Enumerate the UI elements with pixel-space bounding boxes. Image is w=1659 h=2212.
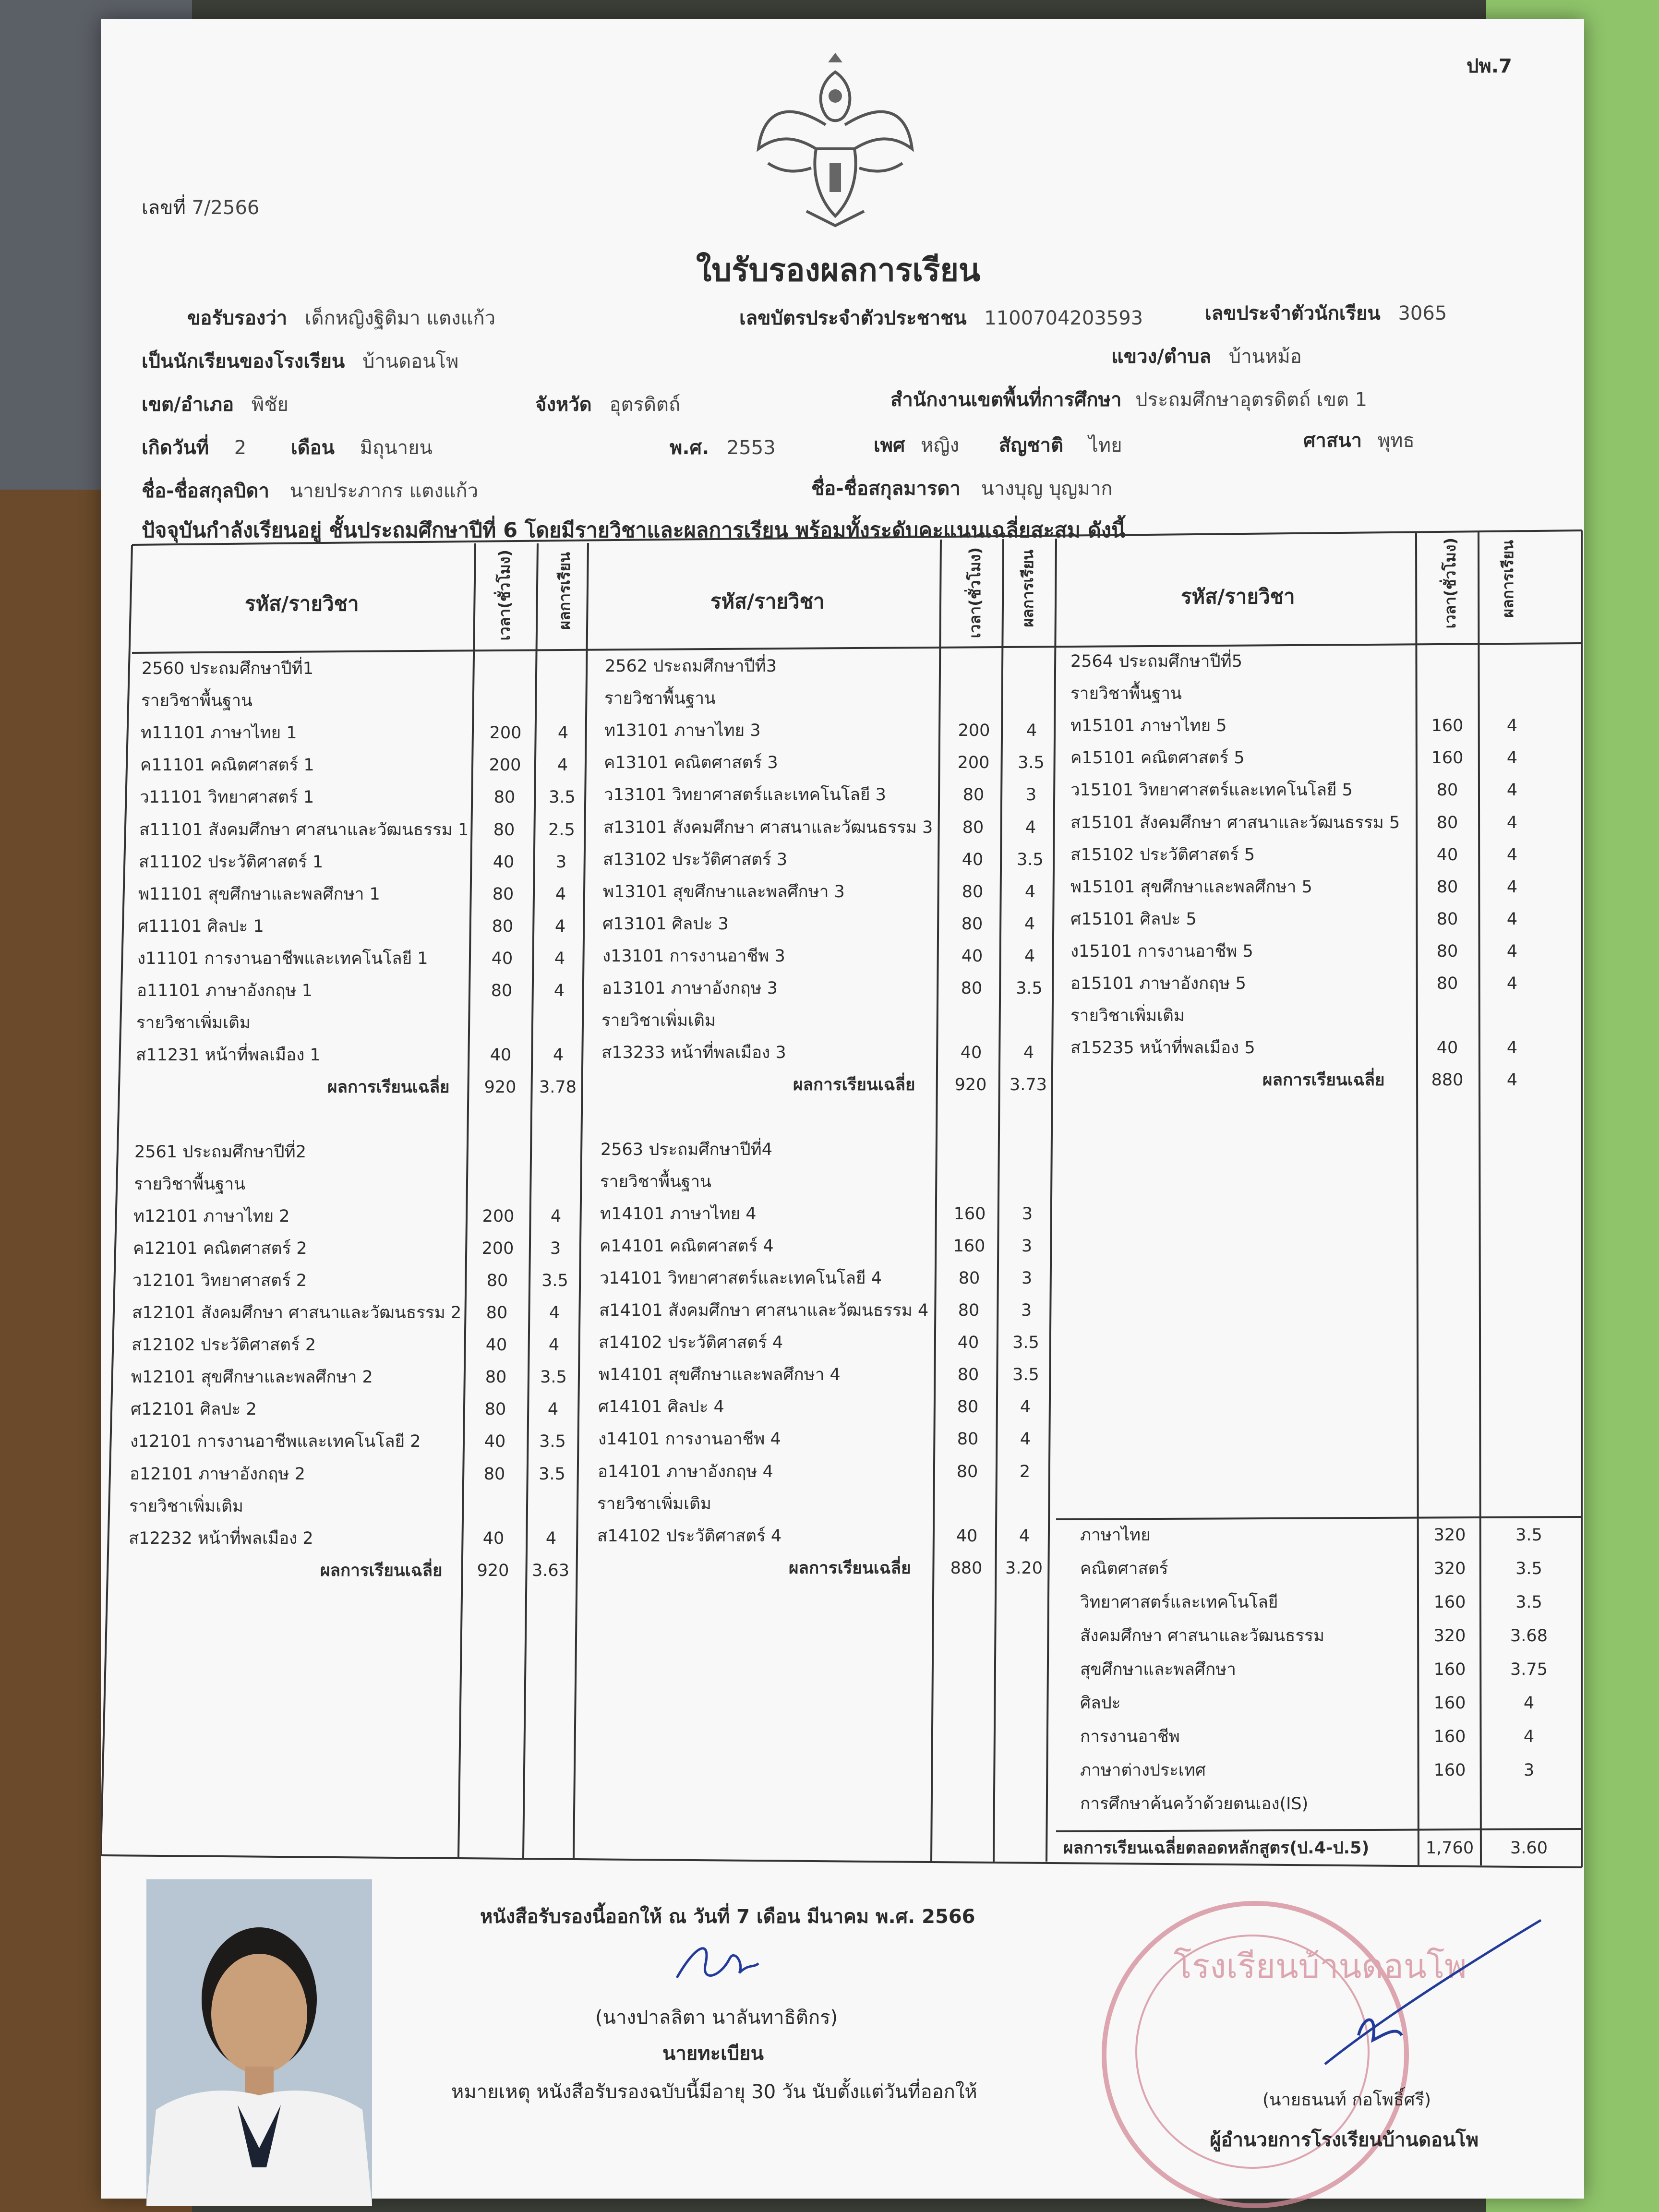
- province-label: จังหวัด: [535, 394, 592, 416]
- subject-name: ส13101 สังคมศึกษา ศาสนาและวัฒนธรรม 3: [603, 817, 933, 837]
- hours-value: 160: [953, 1204, 986, 1224]
- subject-name: ส14102 ประวัติศาสตร์ 4: [599, 1333, 783, 1353]
- hours-value: 200: [957, 753, 990, 773]
- seal-text: โรงเรียนบ้านดอนโพ: [1174, 1947, 1467, 1986]
- header-grade-1: ผลการเรียน: [555, 552, 574, 630]
- director-name: (นายธนนท์ กอโพธิ์ศรี): [1262, 2090, 1431, 2110]
- average-label: ผลการเรียนเฉลี่ย: [1262, 1070, 1385, 1090]
- subject-name: อ14101 ภาษาอังกฤษ 4: [598, 1462, 773, 1481]
- grade-value: 3: [1021, 1268, 1033, 1288]
- grade-value: 4: [1506, 909, 1518, 929]
- subject-name: ศ12101 ศิลปะ 2: [131, 1400, 257, 1419]
- hours-value: 80: [493, 820, 515, 840]
- grade-value: 4: [1020, 1430, 1031, 1449]
- subject-name: พ14101 สุขศึกษาและพลศึกษา 4: [599, 1365, 841, 1385]
- hours-value: 80: [1436, 813, 1458, 832]
- grade-value: 4: [547, 1400, 559, 1419]
- grade-value: 4: [1024, 882, 1036, 902]
- subject-name: ศ14101 ศิลปะ 4: [598, 1397, 724, 1417]
- grade-value: 4: [1506, 781, 1518, 800]
- religion: พุทธ: [1377, 430, 1415, 452]
- grade-value: 4: [550, 1206, 562, 1226]
- grade-value: 4: [557, 723, 569, 743]
- grade-value: 4: [1019, 1526, 1030, 1546]
- citizen-id-label: เลขบัตรประจำตัวประชาชน: [739, 307, 967, 329]
- hours-value: 80: [492, 916, 514, 936]
- hours-value: 160: [1433, 1593, 1466, 1612]
- grade-value: 3: [550, 1238, 561, 1258]
- hours-value: 40: [1436, 845, 1458, 865]
- hours-value: 80: [493, 788, 516, 807]
- grade-value: 4: [553, 981, 565, 1000]
- subject-name: ส11231 หน้าที่พลเมือง 1: [136, 1046, 321, 1065]
- grade-value: 3.5: [540, 1368, 567, 1387]
- hours-value: 80: [1436, 909, 1458, 929]
- hours-value: 320: [1433, 1626, 1466, 1646]
- grade-value: 4: [1020, 1397, 1031, 1417]
- grade-value: 4: [545, 1528, 557, 1548]
- edu-area: ประถมศึกษาอุตรดิตถ์ เขต 1: [1135, 389, 1368, 411]
- subject-name: พ15101 สุขศึกษาและพลศึกษา 5: [1070, 877, 1312, 897]
- grade-value: 3.5: [539, 1432, 566, 1452]
- subject-name: รายวิชาเพิ่มเติม: [601, 1011, 716, 1031]
- director-title: ผู้อำนวยการโรงเรียนบ้านดอนโพ: [1210, 2129, 1479, 2151]
- hours-value: 80: [962, 882, 984, 902]
- hours-value: 920: [484, 1078, 517, 1097]
- grade-value: 3.5: [1515, 1593, 1542, 1612]
- subject-name: ส11102 ประวัติศาสตร์ 1: [139, 852, 324, 872]
- father-name: นายประภากร แตงแก้ว: [289, 480, 479, 502]
- grade-value: 3.5: [1016, 979, 1043, 998]
- hours-value: 80: [1436, 974, 1458, 993]
- hours-value: 200: [489, 756, 521, 775]
- grade-value: 2: [1019, 1462, 1031, 1481]
- hours-value: 80: [491, 981, 513, 1000]
- subject-name: 2560 ประถมศึกษาปีที่1: [142, 659, 313, 678]
- grade-value: 4: [1024, 914, 1035, 934]
- mother-label: ชื่อ-ชื่อสกุลมารดา: [811, 478, 961, 500]
- religion-label: ศาสนา: [1303, 430, 1362, 452]
- birth-month: มิถุนายน: [360, 437, 433, 459]
- grade-value: 4: [554, 916, 566, 936]
- hours-value: 160: [1433, 1660, 1466, 1679]
- subject-name: สุขศึกษาและพลศึกษา: [1080, 1660, 1236, 1679]
- subject-name: ว13101 วิทยาศาสตร์และเทคโนโลยี 3: [604, 785, 886, 805]
- overall-label: ผลการเรียนเฉลี่ยตลอดหลักสูตร(ป.4-ป.5): [1063, 1839, 1370, 1858]
- birth-year: 2553: [726, 437, 776, 459]
- grade-value: 4: [548, 1335, 560, 1355]
- grade-value: 3.5: [549, 788, 576, 807]
- subject-name: อ13101 ภาษาอังกฤษ 3: [602, 979, 778, 998]
- subject-name: ส14101 สังคมศึกษา ศาสนาและวัฒนธรรม 4: [599, 1301, 929, 1320]
- average-label: ผลการเรียนเฉลี่ย: [320, 1561, 443, 1580]
- subject-name: 2564 ประถมศึกษาปีที่5: [1070, 652, 1242, 671]
- subject-name: ง14101 การงานอาชีพ 4: [598, 1430, 781, 1449]
- hours-value: 80: [486, 1271, 508, 1290]
- header-subject-3: รหัส/รายวิชา: [1181, 585, 1295, 608]
- student-id-label: เลขประจำตัวนักเรียน: [1205, 302, 1381, 325]
- validity-note: หมายเหตุ หนังสือรับรองฉบับนี้มีอายุ 30 วัน นับตั้งแต่วันที่ออกให้: [451, 2081, 977, 2103]
- subject-name: ค12101 คณิตศาสตร์ 2: [133, 1238, 307, 1258]
- subject-name: ส14102 ประวัติศาสตร์ 4: [597, 1526, 782, 1546]
- hours-value: 160: [1433, 1694, 1466, 1713]
- hours-value: 200: [482, 1206, 515, 1226]
- hours-value: 80: [962, 817, 984, 837]
- hours-value: 40: [491, 949, 513, 968]
- registrar-title: นายทะเบียน: [662, 2043, 764, 2065]
- nationality-label: สัญชาติ: [998, 434, 1063, 457]
- grade-value: 4: [1506, 877, 1518, 897]
- grade-value: 3.75: [1510, 1660, 1548, 1679]
- grade-value: 4: [1024, 946, 1035, 966]
- hours-value: 200: [958, 721, 990, 741]
- header-grade-2: ผลการเรียน: [1019, 550, 1037, 627]
- grade-value: 3: [1021, 1301, 1032, 1320]
- grade-value: 3.5: [1018, 753, 1045, 773]
- hours-value: 80: [956, 1462, 978, 1481]
- subject-name: รายวิชาพื้นฐาน: [600, 1172, 711, 1191]
- grade-value: 3.20: [1005, 1558, 1043, 1578]
- grade-value: 4: [1025, 817, 1036, 837]
- mother-name: นางบุญ บุญมาก: [981, 478, 1113, 500]
- header-hours-2: เวลา(ชั่วโมง): [966, 547, 984, 638]
- grade-value: 3.63: [532, 1561, 569, 1580]
- subject-name: ศิลปะ: [1080, 1694, 1121, 1713]
- subject-name: ว14101 วิทยาศาสตร์และเทคโนโลยี 4: [600, 1268, 882, 1288]
- grade-value: 4: [1523, 1694, 1535, 1713]
- header-subject-1: รหัส/รายวิชา: [245, 592, 359, 615]
- school-name: บ้านดอนโพ: [362, 350, 459, 373]
- grade-value: 3: [1021, 1236, 1033, 1256]
- hours-value: 40: [960, 1043, 982, 1063]
- hours-value: 80: [483, 1464, 505, 1484]
- subject-name: ว15101 วิทยาศาสตร์และเทคโนโลยี 5: [1070, 781, 1353, 800]
- subject-name: ส12102 ประวัติศาสตร์ 2: [132, 1335, 316, 1355]
- subject-name: พ11101 สุขศึกษาและพลศึกษา 1: [138, 884, 380, 904]
- grade-value: 4: [555, 884, 566, 904]
- subject-name: รายวิชาเพิ่มเติม: [136, 1013, 251, 1033]
- subject-name: การงานอาชีพ: [1080, 1727, 1180, 1746]
- subject-name: ส13102 ประวัติศาสตร์ 3: [603, 850, 788, 869]
- hours-value: 160: [1433, 1761, 1466, 1780]
- average-label: ผลการเรียนเฉลี่ย: [327, 1078, 450, 1097]
- certificate-sheet: [101, 19, 1584, 2199]
- edu-area-label: สำนักงานเขตพื้นที่การศึกษา: [890, 389, 1122, 411]
- subject-name: ศ11101 ศิลปะ 1: [138, 916, 264, 936]
- hours-value: 40: [484, 1432, 506, 1452]
- subject-name: ส13233 หน้าที่พลเมือง 3: [601, 1043, 786, 1063]
- hours-value: 80: [961, 914, 983, 934]
- grade-value: 3.5: [1012, 1365, 1039, 1385]
- nationality: ไทย: [1088, 434, 1122, 457]
- hours-value: 920: [954, 1075, 987, 1095]
- hours-value: 80: [1436, 877, 1458, 897]
- subject-name: ศ13101 ศิลปะ 3: [602, 914, 729, 934]
- subject-name: รายวิชาพื้นฐาน: [1070, 684, 1182, 704]
- doc-number: 7/2566: [192, 197, 260, 219]
- grade-value: 4: [1026, 721, 1037, 741]
- overall-hours: 1,760: [1425, 1839, 1474, 1858]
- hours-value: 80: [958, 1301, 980, 1320]
- subject-name: อ15101 ภาษาอังกฤษ 5: [1070, 974, 1246, 993]
- grade-value: 4: [1506, 716, 1518, 736]
- grade-value: 4: [1523, 1727, 1535, 1746]
- student-id: 3065: [1398, 302, 1447, 325]
- grade-value: 4: [1023, 1043, 1034, 1063]
- hours-value: 80: [492, 884, 514, 904]
- citizen-id: 1100704203593: [984, 307, 1143, 329]
- hours-value: 160: [1431, 748, 1464, 768]
- grade-value: 3.68: [1510, 1626, 1548, 1646]
- hours-value: 80: [961, 979, 983, 998]
- hours-value: 80: [1436, 941, 1458, 961]
- birth-month-label: เดือน: [290, 437, 335, 459]
- subject-name: 2563 ประถมศึกษาปีที่4: [601, 1140, 772, 1159]
- subject-name: 2562 ประถมศึกษาปีที่3: [605, 657, 777, 676]
- father-label: ชื่อ-ชื่อสกุลบิดา: [142, 480, 269, 502]
- district-label: เขต/อำเภอ: [142, 394, 234, 416]
- subject-name: ภาษาไทย: [1080, 1526, 1151, 1545]
- header-hours-3: เวลา(ชั่วโมง): [1441, 538, 1459, 629]
- subject-name: ส11101 สังคมศึกษา ศาสนาและวัฒนธรรม 1: [139, 820, 469, 840]
- subject-name: ง15101 การงานอาชีพ 5: [1070, 941, 1253, 961]
- hours-value: 320: [1433, 1526, 1466, 1545]
- grade-value: 4: [1506, 1038, 1518, 1058]
- subject-name: รายวิชาเพิ่มเติม: [1070, 1006, 1185, 1026]
- grade-value: 3.5: [541, 1271, 568, 1290]
- grade-value: 3.73: [1010, 1075, 1047, 1095]
- document-title: ใบรับรองผลการเรียน: [696, 252, 981, 289]
- subject-name: ส15101 สังคมศึกษา ศาสนาและวัฒนธรรม 5: [1070, 813, 1400, 832]
- grade-value: 4: [549, 1303, 560, 1322]
- subject-name: อ12101 ภาษาอังกฤษ 2: [130, 1464, 305, 1484]
- school-label: เป็นนักเรียนของโรงเรียน: [142, 350, 345, 373]
- hours-value: 80: [957, 1430, 979, 1449]
- subject-name: ท11101 ภาษาไทย 1: [141, 723, 297, 743]
- subject-name: ง12101 การงานอาชีพและเทคโนโลยี 2: [130, 1432, 421, 1452]
- subject-name: พ13101 สุขศึกษาและพลศึกษา 3: [603, 882, 845, 902]
- hours-value: 80: [486, 1303, 508, 1322]
- header-grade-3: ผลการเรียน: [1499, 540, 1517, 618]
- hours-value: 80: [957, 1365, 979, 1385]
- subject-name: พ12101 สุขศึกษาและพลศึกษา 2: [131, 1368, 373, 1387]
- subject-name: คณิตศาสตร์: [1080, 1559, 1168, 1578]
- district: พิชัย: [251, 394, 289, 416]
- average-label: ผลการเรียนเฉลี่ย: [793, 1075, 915, 1095]
- average-label: ผลการเรียนเฉลี่ย: [789, 1558, 911, 1578]
- hours-value: 40: [490, 1046, 512, 1065]
- subject-name: ค15101 คณิตศาสตร์ 5: [1070, 748, 1245, 768]
- doc-number-label: เลขที่: [142, 197, 186, 219]
- subject-name: ท14101 ภาษาไทย 4: [600, 1204, 757, 1224]
- current-study-statement: ปัจจุบันกำลังเรียนอยู่ ชั้นประถมศึกษาปีที่ 6 โดยมีรายวิชาและผลการเรียน พร้อมทั้งระดับคะแนนเฉลี่ยสะสม ดังนี้: [142, 518, 1126, 542]
- subject-name: ว12101 วิทยาศาสตร์ 2: [132, 1271, 307, 1290]
- birth-day: 2: [234, 437, 247, 459]
- grade-value: 3.5: [1515, 1526, 1542, 1545]
- grade-value: 3: [1022, 1204, 1033, 1224]
- hours-value: 40: [493, 852, 515, 872]
- subject-name: ง11101 การงานอาชีพและเทคโนโลยี 1: [137, 949, 428, 968]
- grade-value: 3: [555, 852, 567, 872]
- subject-name: ศ15101 ศิลปะ 5: [1070, 909, 1197, 929]
- hours-value: 80: [962, 785, 985, 805]
- grade-value: 4: [553, 1046, 564, 1065]
- subject-name: ท12101 ภาษาไทย 2: [133, 1206, 290, 1226]
- hours-value: 80: [958, 1268, 980, 1288]
- hours-value: 80: [957, 1397, 979, 1417]
- grade-value: 3.5: [1515, 1559, 1542, 1578]
- subject-name: ส15235 หน้าที่พลเมือง 5: [1070, 1038, 1255, 1058]
- hours-value: 40: [485, 1335, 507, 1355]
- grade-value: 3.78: [539, 1078, 577, 1097]
- subject-name: ว11101 วิทยาศาสตร์ 1: [140, 788, 314, 807]
- province: อุตรดิตถ์: [609, 394, 681, 416]
- grade-value: 3: [1523, 1761, 1535, 1780]
- hours-value: 160: [1431, 716, 1464, 736]
- hours-value: 40: [957, 1333, 979, 1353]
- registrar-name: (นางปาลลิตา นาลันทาธิติกร): [595, 2007, 838, 2029]
- subject-name: ง13101 การงานอาชีพ 3: [602, 946, 785, 966]
- hours-value: 200: [481, 1238, 514, 1258]
- registrar-signature: [667, 1935, 763, 1992]
- hours-value: 920: [477, 1561, 509, 1580]
- subject-name: ส12101 สังคมศึกษา ศาสนาและวัฒนธรรม 2: [132, 1303, 462, 1322]
- grade-value: 4: [1506, 1070, 1518, 1090]
- doc-code: ปพ.7: [1467, 55, 1512, 77]
- subject-name: การศึกษาค้นคว้าด้วยตนเอง(IS): [1080, 1794, 1309, 1814]
- hours-value: 40: [482, 1528, 505, 1548]
- student-name: เด็กหญิงฐิติมา แตงแก้ว: [304, 307, 496, 329]
- hours-value: 80: [1436, 781, 1458, 800]
- hours-value: 160: [1433, 1727, 1466, 1746]
- grade-value: 4: [1506, 813, 1518, 832]
- issue-statement: หนังสือรับรองนี้ออกให้ ณ วันที่ 7 เดือน มีนาคม พ.ศ. 2566: [480, 1906, 975, 1928]
- subject-name: ส15102 ประวัติศาสตร์ 5: [1070, 845, 1255, 865]
- hours-value: 200: [489, 723, 522, 743]
- hours-value: 160: [953, 1236, 986, 1256]
- grade-value: 4: [1506, 974, 1518, 993]
- subject-name: รายวิชาเพิ่มเติม: [129, 1496, 243, 1516]
- subject-name: ท15101 ภาษาไทย 5: [1070, 716, 1227, 736]
- sex-label: เพศ: [874, 434, 905, 457]
- subject-name: 2561 ประถมศึกษาปีที่2: [134, 1142, 306, 1162]
- grade-value: 4: [557, 756, 568, 775]
- hours-value: 80: [485, 1368, 507, 1387]
- student-photo: [146, 1879, 372, 2206]
- header-hours-1: เวลา(ชั่วโมง): [495, 550, 514, 641]
- grade-value: 3.5: [1012, 1333, 1039, 1353]
- hours-value: 40: [1436, 1038, 1458, 1058]
- subdistrict: บ้านหม้อ: [1228, 346, 1302, 368]
- birth-year-label: พ.ศ.: [670, 437, 709, 459]
- subject-name: ท13101 ภาษาไทย 3: [604, 721, 761, 741]
- grade-value: 2.5: [548, 820, 575, 840]
- hours-value: 80: [484, 1400, 506, 1419]
- subject-name: วิทยาศาสตร์และเทคโนโลยี: [1080, 1593, 1278, 1612]
- subject-name: รายวิชาเพิ่มเติม: [597, 1494, 711, 1514]
- grade-value: 4: [1506, 845, 1518, 865]
- grade-value: 3.5: [1017, 850, 1044, 869]
- grade-value: 4: [1506, 941, 1518, 961]
- subject-name: อ11101 ภาษาอังกฤษ 1: [137, 981, 313, 1000]
- subject-name: ส12232 หน้าที่พลเมือง 2: [129, 1528, 313, 1548]
- subject-name: รายวิชาพื้นฐาน: [141, 691, 252, 711]
- grade-value: 4: [554, 949, 565, 968]
- subdistrict-label: แขวง/ตำบล: [1111, 346, 1212, 368]
- hours-value: 40: [956, 1526, 978, 1546]
- hours-value: 880: [950, 1558, 983, 1578]
- subject-name: ค11101 คณิตศาสตร์ 1: [140, 756, 314, 775]
- certify-label: ขอรับรองว่า: [187, 307, 288, 329]
- hours-value: 40: [962, 850, 984, 869]
- subject-name: รายวิชาพื้นฐาน: [134, 1174, 245, 1194]
- grade-value: 3.5: [539, 1464, 565, 1484]
- subject-name: รายวิชาพื้นฐาน: [604, 689, 716, 709]
- subject-name: ภาษาต่างประเทศ: [1080, 1761, 1206, 1780]
- overall-gpa: 3.60: [1510, 1839, 1548, 1858]
- header-subject-2: รหัส/รายวิชา: [710, 589, 825, 613]
- subject-name: ค14101 คณิตศาสตร์ 4: [600, 1236, 774, 1256]
- subject-name: สังคมศึกษา ศาสนาและวัฒนธรรม: [1080, 1626, 1325, 1646]
- birth-day-label: เกิดวันที่: [142, 437, 209, 459]
- grade-value: 4: [1506, 748, 1518, 768]
- hours-value: 40: [961, 946, 983, 966]
- sex: หญิง: [921, 434, 960, 457]
- grade-value: 3: [1025, 785, 1037, 805]
- subject-name: ค13101 คณิตศาสตร์ 3: [604, 753, 778, 773]
- hours-value: 320: [1433, 1559, 1466, 1578]
- hours-value: 880: [1431, 1070, 1464, 1090]
